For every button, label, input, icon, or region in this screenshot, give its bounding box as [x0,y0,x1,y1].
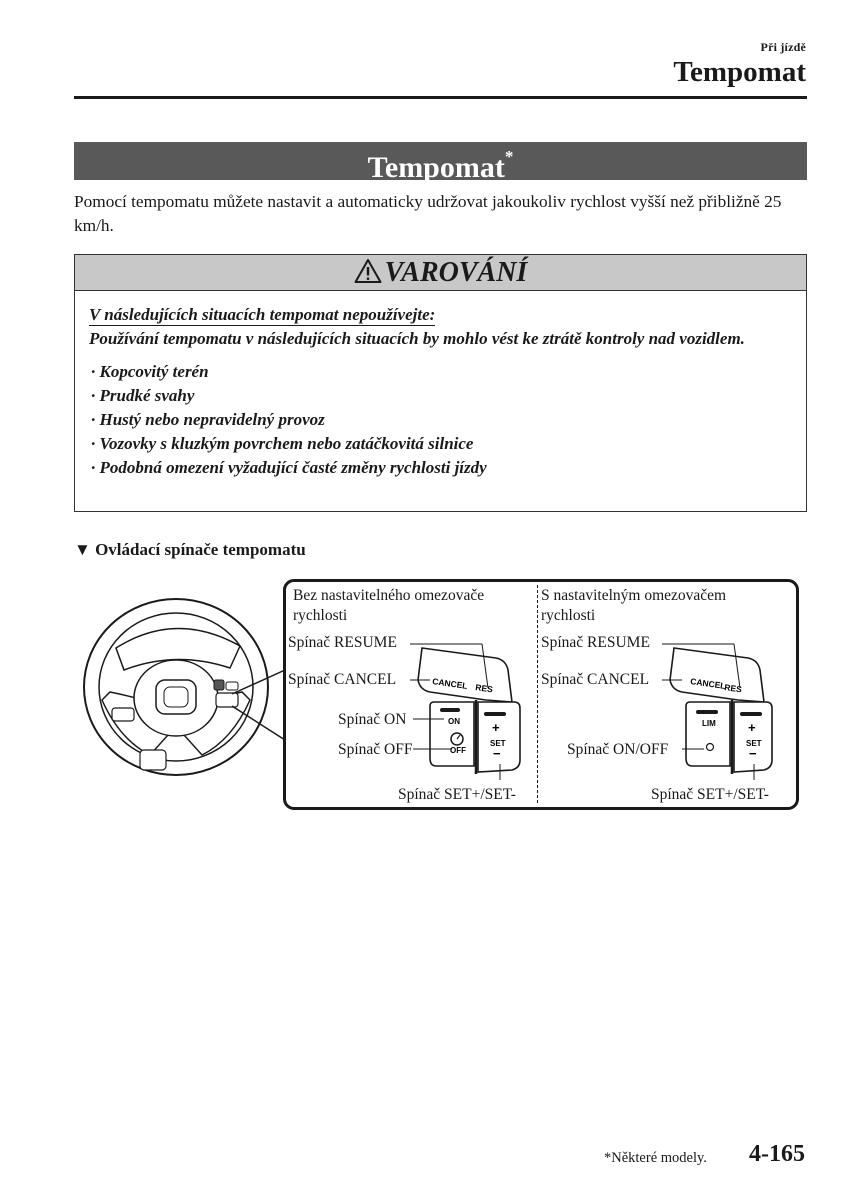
set-button-text: SET [490,739,506,748]
triangle-down-icon: ▼ [74,540,91,559]
warning-list-item: · Kopcovitý terén [91,362,209,381]
warning-list-item: · Hustý nebo nepravidelný provoz [91,410,325,429]
left-panel-title-line2: rychlosti [293,607,348,624]
res-button-text-right: RES [723,682,743,695]
banner-title: Tempomat [367,151,505,184]
controls-heading: ▼ Ovládací spínače tempomatu [74,540,306,559]
warning-box [74,254,807,512]
label-set-switch-right: Spínač SET+/SET- [651,786,769,803]
set-button-text-right: SET [746,739,762,748]
switch-cluster-right [652,640,782,780]
plus-button-text: + [492,720,500,735]
plus-button-text-right: + [748,720,756,735]
warning-list [89,360,792,480]
warning-list-item: · Prudké svahy [91,386,195,405]
label-cancel-switch: Spínač CANCEL [288,671,397,688]
cancel-button-text: CANCEL [431,676,469,691]
minus-button-text-right: − [749,746,757,761]
section-label: Při jízdě [760,40,806,54]
warning-body [75,291,806,480]
page-header-title: Tempomat [673,56,806,88]
warning-text: Používání tempomatu v následujících situacích by mohlo vést ke ztrátě kontroly nad vozidlem. [89,329,745,348]
label-resume-switch-right: Spínač RESUME [541,634,650,651]
header-rule [74,96,807,99]
warning-list-item: · Vozovky s kluzkým povrchem nebo zatáčkovitá silnice [91,434,474,453]
minus-button-text: − [493,746,501,761]
right-panel-title-line1: S nastavitelným omezovačem [541,587,727,604]
off-button-text: OFF [450,746,466,755]
page-number: 4-165 [749,1141,805,1167]
diagram-divider [537,585,538,803]
label-off-switch: Spínač OFF [338,741,413,758]
on-button-text: ON [448,717,460,726]
label-onoff-switch: Spínač ON/OFF [567,741,669,758]
cancel-button-text-right: CANCEL [689,676,727,691]
footnote: *Některé modely. [604,1150,707,1166]
warning-lead: V následujících situacích tempomat nepoužívejte: [89,305,436,324]
warning-heading-text: VAROVÁNÍ [384,257,528,288]
right-panel-title-line2: rychlosti [541,607,596,624]
switch-cluster-left [400,640,530,780]
left-panel-title-line1: Bez nastavitelného omezovače [293,587,485,604]
banner-asterisk: * [504,147,514,166]
warning-triangle-icon [354,258,382,284]
lim-button-text: LIM [702,719,716,728]
label-resume-switch: Spínač RESUME [288,634,397,651]
steering-wheel-illustration [80,590,290,790]
res-button-text: RES [474,682,494,695]
label-on-switch: Spínač ON [338,711,407,728]
section-banner [74,142,807,184]
warning-list-item: · Podobná omezení vyžadující časté změny rychlosti jízdy [91,458,487,477]
label-cancel-switch-right: Spínač CANCEL [541,671,650,688]
label-set-switch: Spínač SET+/SET- [398,786,516,803]
intro-paragraph: Pomocí tempomatu můžete nastavit a automaticky udržovat jakoukoliv rychlost vyšší než přibližně 25 km/h. [74,192,782,235]
warning-heading [75,255,806,291]
